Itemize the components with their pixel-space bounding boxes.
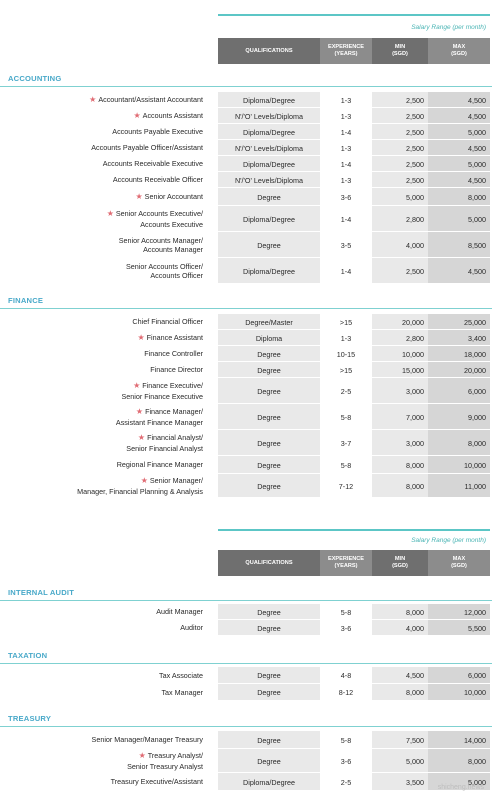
position-title: Senior Manager/ [149,476,203,486]
experience-cell: 1-3 [340,333,352,343]
max-salary-cell: 8,000 [428,430,490,456]
position-title: Regional Finance Manager [116,460,203,470]
qualification-cell: Diploma/Degree [218,206,320,232]
section-title: ACCOUNTING [8,74,62,83]
star-icon: ★ [135,407,144,417]
table-row [0,108,492,124]
section-divider [0,308,492,309]
position-title: Senior Accounts Executive/ [115,209,203,219]
qualification-cell: Degree [218,731,320,749]
experience-header: EXPERIENCE (YEARS) [320,38,372,64]
section-divider [0,600,492,601]
qualification-cell: Degree [218,404,320,430]
min-salary-cell: 5,000 [372,188,428,206]
qualification-cell: Degree [218,667,320,684]
table-row [0,604,492,620]
position-title: Accounts Receivable Executive [102,159,203,169]
section-divider [0,726,492,727]
table-row [0,140,492,156]
min-salary-cell: 4,500 [372,667,428,684]
position-title-line2: Accounts Executive [140,219,203,229]
table-row [0,362,492,378]
max-salary-header: MAX (SGD) [428,38,490,64]
section-divider [0,86,492,87]
experience-cell: 5-8 [340,735,352,745]
table-row [0,749,492,773]
table-row [0,620,492,636]
max-salary-cell: 12,000 [428,604,490,620]
qualification-cell: Degree [218,604,320,620]
position-title: Chief Financial Officer [132,317,203,327]
min-salary-cell: 8,000 [372,456,428,474]
position-title: Audit Manager [156,607,203,617]
min-salary-cell: 4,000 [372,620,428,636]
position-title: Accounts Payable Executive [112,127,203,137]
position-cell [0,773,206,791]
max-salary-cell: 5,500 [428,620,490,636]
table-row [0,206,492,232]
watermark: shicheng.news [437,784,484,791]
experience-cell: 3-5 [340,240,352,250]
position-title-line2: Accounts Officer [150,271,203,280]
position-title: Senior Accounts Manager/ [118,235,203,245]
qualification-cell: Degree [218,620,320,636]
max-salary-cell: 18,000 [428,346,490,362]
qualification-cell: Degree [218,378,320,404]
table-row [0,232,492,258]
table-row [0,404,492,430]
position-title-line2: Senior Treasury Analyst [127,761,203,771]
position-cell [0,156,206,172]
section-divider [0,663,492,664]
position-title: Finance Manager/ [145,407,203,417]
max-salary-cell: 6,000 [428,667,490,684]
min-salary-cell: 2,500 [372,172,428,188]
star-icon: ★ [89,94,97,104]
experience-cell: 2-5 [340,777,352,787]
qualification-cell: Degree [218,232,320,258]
experience-cell: 7-12 [338,481,354,491]
position-cell [0,124,206,140]
position-cell [0,731,206,749]
position-cell [0,108,206,124]
table-row [0,731,492,749]
salary-range-title: Salary Range (per month) [411,24,486,31]
position-title: Accounts Payable Officer/Assistant [91,143,203,153]
position-title: Finance Director [150,365,203,375]
position-title: Treasury Executive/Assistant [110,777,203,787]
experience-cell: 4-8 [340,671,352,680]
position-title: Finance Executive/ [142,381,203,391]
table-row [0,773,492,791]
position-cell [0,188,206,206]
position-cell [0,314,206,330]
experience-cell: 3-6 [340,756,352,766]
qualification-cell: Degree [218,456,320,474]
table-row [0,258,492,284]
position-cell [0,684,206,701]
min-salary-cell: 3,000 [372,378,428,404]
position-title: Auditor [180,623,203,633]
max-salary-cell: 4,500 [428,172,490,188]
qualification-cell: Degree [218,346,320,362]
position-title-line2: Manager, Financial Planning & Analysis [77,486,203,496]
min-salary-cell: 2,500 [372,92,428,108]
position-title: Finance Controller [144,349,203,359]
position-title: Senior Accountant [144,191,203,201]
table-row [0,667,492,684]
position-cell [0,232,206,258]
table-row [0,156,492,172]
min-salary-header: MIN (SGD) [372,38,428,64]
max-salary-cell: 25,000 [428,314,490,330]
position-title-line2: Senior Financial Analyst [126,443,203,453]
min-salary-cell: 10,000 [372,346,428,362]
position-title: Accountant/Assistant Accountant [98,94,203,104]
max-salary-cell: 4,500 [428,108,490,124]
table-row [0,330,492,346]
star-icon: ★ [137,433,146,443]
position-cell [0,330,206,346]
position-cell [0,620,206,636]
position-title: Accounts Receivable Officer [112,175,203,185]
table-row [0,346,492,362]
qualification-cell: Degree [218,684,320,701]
position-cell [0,206,206,232]
position-cell [0,456,206,474]
experience-cell: >15 [339,317,353,327]
salary-range-rule-bottom [218,529,490,531]
row-separator [218,283,490,284]
star-icon: ★ [133,381,141,391]
qualification-cell: N'/'O' Levels/Diploma [218,140,320,156]
max-salary-cell: 20,000 [428,362,490,378]
qualification-cell: Degree [218,188,320,206]
position-title: Finance Assistant [146,332,203,342]
experience-cell: 1-3 [340,143,352,153]
row-separator [218,497,490,498]
min-salary-cell: 2,800 [372,206,428,232]
position-title-line2: Assistant Finance Manager [115,417,203,427]
min-salary-cell: 3,500 [372,773,428,791]
row-separator [218,700,490,701]
star-icon: ★ [133,110,141,120]
position-title: Senior Manager/Manager Treasury [91,735,203,745]
max-salary-cell: 11,000 [428,474,490,498]
section-title: TREASURY [8,714,52,723]
experience-cell: 2-5 [340,386,352,396]
experience-cell: 10-15 [336,349,356,359]
experience-cell: 1-4 [340,127,352,137]
max-salary-cell: 8,500 [428,232,490,258]
position-cell [0,667,206,684]
max-salary-cell: 5,000 [428,206,490,232]
experience-cell: 1-4 [340,159,352,169]
experience-cell: 5-8 [340,412,352,422]
position-cell [0,474,206,498]
position-cell [0,346,206,362]
min-salary-cell: 15,000 [372,362,428,378]
experience-cell: >15 [339,365,353,375]
max-salary-cell: 10,000 [428,456,490,474]
position-title: Accounts Assistant [142,110,203,120]
min-salary-cell: 3,000 [372,430,428,456]
star-icon: ★ [137,332,145,342]
position-title: Tax Associate [159,670,203,680]
min-salary-cell: 7,500 [372,731,428,749]
star-icon: ★ [138,751,146,761]
table-row [0,378,492,404]
min-salary-cell: 2,500 [372,140,428,156]
min-salary-cell: 20,000 [372,314,428,330]
experience-cell: 1-4 [340,214,352,224]
row-separator [218,635,490,636]
position-cell [0,404,206,430]
max-salary-cell: 4,500 [428,140,490,156]
min-salary-cell: 2,500 [372,156,428,172]
qualification-cell: Diploma/Degree [218,156,320,172]
qualifications-header-2: QUALIFICATIONS [218,550,320,576]
position-title: Tax Manager [161,687,203,697]
section-title: TAXATION [8,651,48,660]
experience-header-2: EXPERIENCE (YEARS) [320,550,372,576]
salary-range-title-2: Salary Range (per month) [411,537,486,544]
qualification-cell: Diploma/Degree [218,124,320,140]
position-cell [0,430,206,456]
table-row [0,172,492,188]
table-row [0,456,492,474]
qualification-cell: Degree/Master [218,314,320,330]
position-cell [0,172,206,188]
min-salary-cell: 4,000 [372,232,428,258]
table-row [0,684,492,701]
qualification-cell: N'/'O' Levels/Diploma [218,108,320,124]
qualification-cell: Degree [218,474,320,498]
experience-cell: 8-12 [338,688,354,697]
section-title: FINANCE [8,296,44,305]
max-salary-cell: 8,000 [428,749,490,773]
max-salary-cell: 4,500 [428,92,490,108]
position-cell [0,140,206,156]
experience-cell: 1-3 [340,95,352,105]
max-salary-cell: 6,000 [428,378,490,404]
min-salary-cell: 8,000 [372,474,428,498]
min-salary-cell: 7,000 [372,404,428,430]
table-row [0,430,492,456]
min-salary-cell: 2,500 [372,258,428,284]
star-icon: ★ [106,209,114,219]
position-cell [0,604,206,620]
min-salary-cell: 2,500 [372,108,428,124]
qualifications-header: QUALIFICATIONS [218,38,320,64]
position-title: Financial Analyst/ [147,433,203,443]
min-salary-cell: 2,800 [372,330,428,346]
min-salary-cell: 8,000 [372,604,428,620]
max-salary-cell: 10,000 [428,684,490,701]
min-salary-cell: 2,500 [372,124,428,140]
position-title: Treasury Analyst/ [147,751,203,761]
experience-cell: 5-8 [340,460,352,470]
min-salary-header-2: MIN (SGD) [372,550,428,576]
position-title-line2: Accounts Manager [143,245,203,254]
min-salary-cell: 8,000 [372,684,428,701]
max-salary-cell: 9,000 [428,404,490,430]
max-salary-header-2: MAX (SGD) [428,550,490,576]
table-row [0,124,492,140]
qualification-cell: Diploma [218,330,320,346]
section-title: INTERNAL AUDIT [8,588,75,597]
experience-cell: 3-6 [340,192,352,202]
qualification-cell: Degree [218,430,320,456]
max-salary-cell: 5,000 [428,773,490,791]
experience-cell: 5-8 [340,607,352,617]
table-row [0,474,492,498]
star-icon: ★ [135,191,143,201]
position-title-line2: Senior Finance Executive [121,391,203,401]
max-salary-cell: 3,400 [428,330,490,346]
qualification-cell: Diploma/Degree [218,92,320,108]
experience-cell: 3-7 [340,438,352,448]
max-salary-cell: 8,000 [428,188,490,206]
max-salary-cell: 5,000 [428,124,490,140]
max-salary-cell: 4,500 [428,258,490,284]
experience-cell: 1-3 [340,175,352,185]
table-row [0,92,492,108]
position-cell [0,749,206,773]
max-salary-cell: 14,000 [428,731,490,749]
table-row [0,314,492,330]
position-cell [0,362,206,378]
position-title: Senior Accounts Officer/ [126,261,203,271]
qualification-cell: Degree [218,362,320,378]
qualification-cell: Diploma/Degree [218,258,320,284]
qualification-cell: Degree [218,749,320,773]
position-cell [0,92,206,108]
experience-cell: 3-6 [340,623,352,633]
min-salary-cell: 5,000 [372,749,428,773]
qualification-cell: Diploma/Degree [218,773,320,791]
star-icon: ★ [140,476,148,486]
salary-range-rule-top [218,14,490,16]
max-salary-cell: 5,000 [428,156,490,172]
position-cell [0,258,206,284]
experience-cell: 1-4 [340,266,352,276]
experience-cell: 1-3 [340,111,352,121]
qualification-cell: N'/'O' Levels/Diploma [218,172,320,188]
position-cell [0,378,206,404]
table-row [0,188,492,206]
